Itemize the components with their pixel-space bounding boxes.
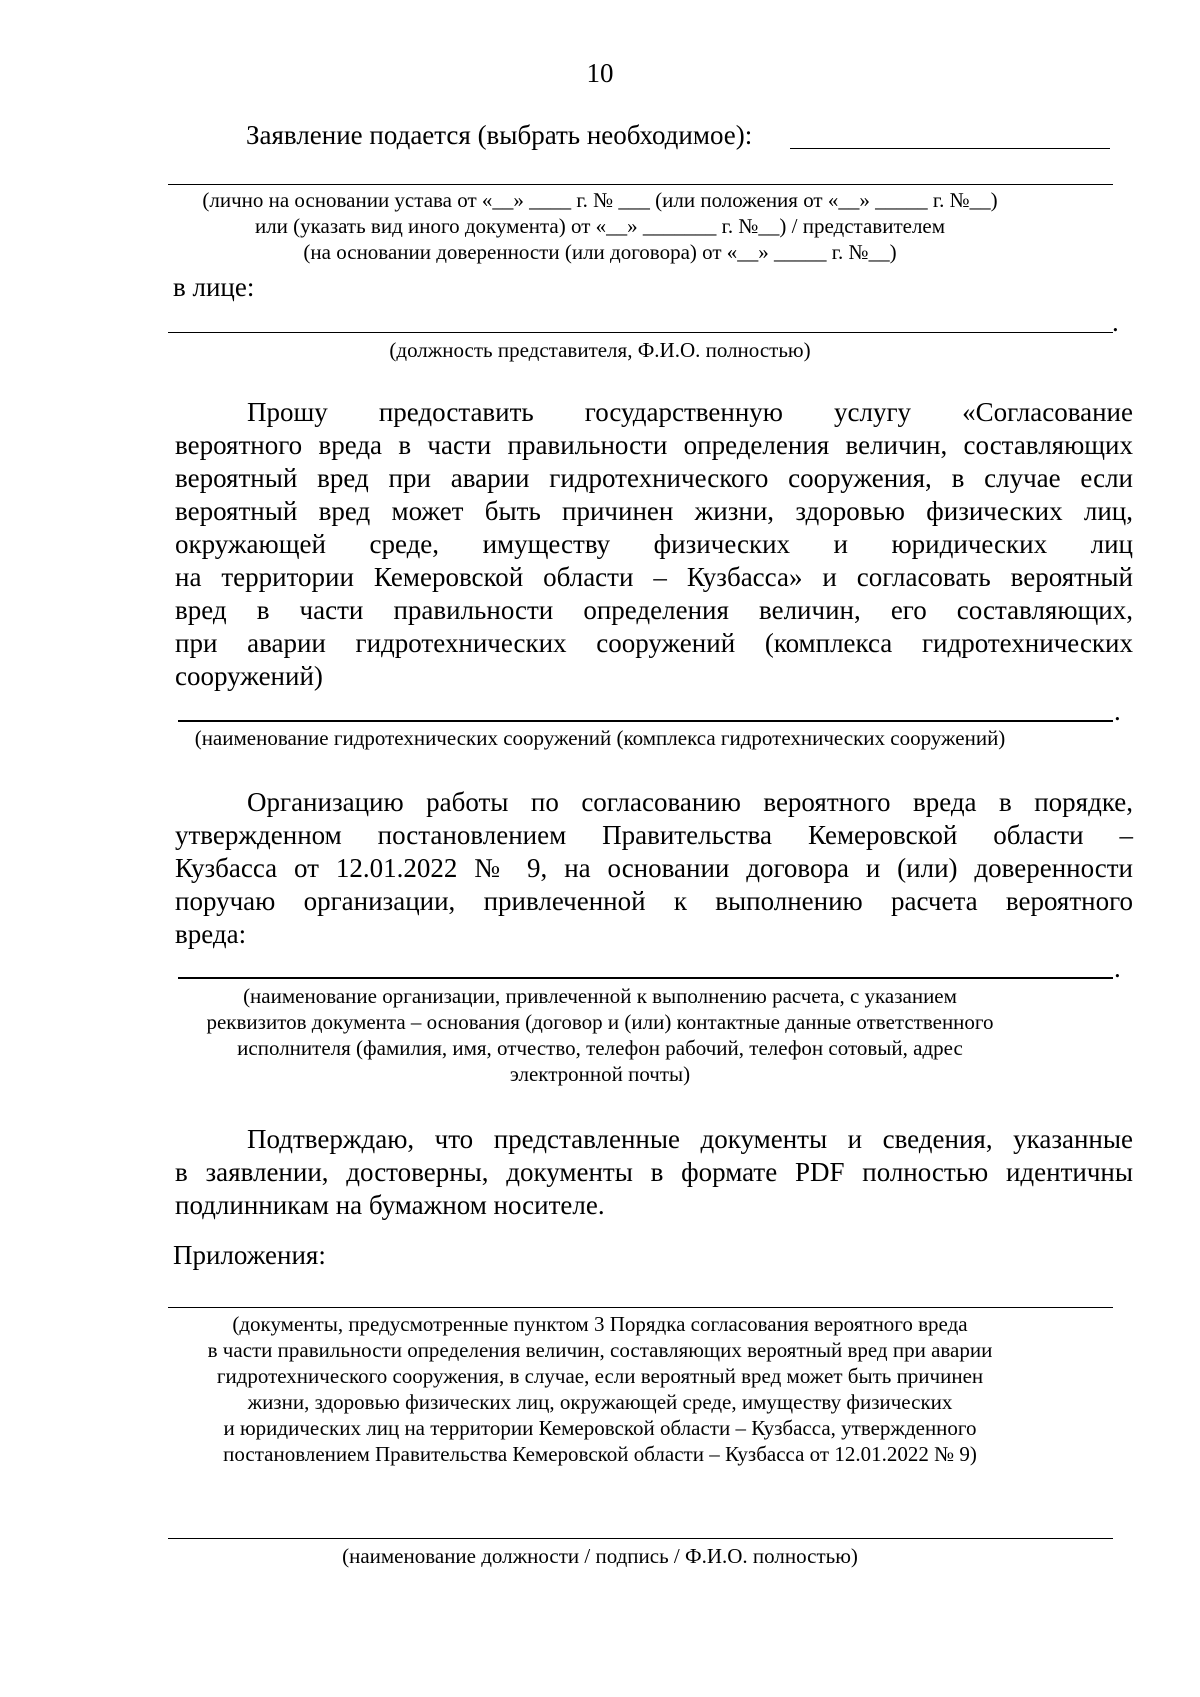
attachments-caption-line-3: гидротехнического сооружения, в случае, если вероятный вред может быть причинен <box>216 1364 984 1388</box>
request-line: вероятного вреда в части правильности определения величин, составляющих <box>175 430 1133 460</box>
signature-blank-line <box>168 1538 1113 1539</box>
organization-caption-line-1: (наименование организации, привлеченной к выполнению расчета, с указанием <box>243 984 957 1008</box>
page-number: 10 <box>586 58 614 88</box>
attachments-caption-line-5: и юридических лиц на территории Кемеровской области – Кузбасса, утвержденного <box>223 1416 977 1440</box>
request-line: при аварии гидротехнических сооружений (комплекса гидротехнических <box>175 628 1133 658</box>
organization-line: Кузбасса от 12.01.2022 № 9, на основании договора и (или) доверенности <box>175 853 1133 883</box>
organization-line: поручаю организации, привлеченной к выполнению расчета вероятного <box>175 886 1133 916</box>
basis-blank-line <box>168 184 1113 185</box>
representative-period: . <box>1112 307 1119 337</box>
structures-caption: (наименование гидротехнических сооружений (комплекса гидротехнических сооружений) <box>194 726 1006 750</box>
confirm-paragraph <box>175 1123 1133 1222</box>
structures-blank-line <box>178 720 1113 722</box>
request-paragraph <box>175 396 1133 693</box>
organization-caption-line-4: электронной почты) <box>509 1062 691 1086</box>
confirm-line: Подтверждаю, что представленные документы и сведения, указанные <box>247 1124 1133 1154</box>
request-line: сооружений) <box>175 661 323 691</box>
organization-period: . <box>1114 953 1121 983</box>
basis-caption-line-2: или (указать вид иного документа) от «__» _______ г. №__) / представителем <box>254 214 946 238</box>
organization-blank-line <box>178 977 1113 979</box>
request-line: окружающей среде, имуществу физических и юридических лиц <box>175 529 1133 559</box>
representative-blank-line <box>168 332 1113 333</box>
organization-line: Организацию работы по согласованию вероятного вреда в порядке, <box>247 787 1133 817</box>
basis-caption-line-1: (лично на основании устава от «__» ____ г. № ___ (или положения от «__» _____ г. №__) <box>202 188 998 212</box>
request-line: на территории Кемеровской области – Кузбасса» и согласовать вероятный <box>175 562 1133 592</box>
organization-caption-line-3: исполнителя (фамилия, имя, отчество, телефон рабочий, телефон сотовый, адрес <box>237 1036 963 1060</box>
submission-blank-line <box>790 148 1110 149</box>
request-line: вероятный вред может быть причинен жизни, здоровью физических лиц, <box>175 496 1133 526</box>
basis-caption-line-3: (на основании доверенности (или договора) от «__» _____ г. №__) <box>303 240 897 264</box>
organization-caption-line-2: реквизитов документа – основания (договор и (или) контактные данные ответственного <box>206 1010 994 1034</box>
request-line: вред в части правильности определения величин, его составляющих, <box>175 595 1133 625</box>
attachments-caption-line-2: в части правильности определения величин, составляющих вероятный вред при аварии <box>207 1338 993 1362</box>
attachments-caption-line-6: постановлением Правительства Кемеровской области – Кузбасса от 12.01.2022 № 9) <box>223 1442 977 1466</box>
attachments-blank-line <box>168 1307 1113 1308</box>
attachments-label: Приложения: <box>173 1240 326 1270</box>
organization-line: утвержденном постановлением Правительства Кемеровской области – <box>175 820 1133 850</box>
organization-paragraph <box>175 786 1133 951</box>
request-line: Прошу предоставить государственную услугу «Согласование <box>247 397 1133 427</box>
representative-caption: (должность представителя, Ф.И.О. полностью) <box>389 338 811 362</box>
signature-caption: (наименование должности / подпись / Ф.И.О. полностью) <box>342 1544 858 1568</box>
attachments-caption-line-1: (документы, предусмотренные пунктом 3 Порядка согласования вероятного вреда <box>232 1312 968 1336</box>
structures-period: . <box>1114 696 1121 726</box>
submission-label: Заявление подается (выбрать необходимое): <box>246 120 753 150</box>
attachments-caption-line-4: жизни, здоровью физических лиц, окружающей среде, имуществу физических <box>247 1390 953 1414</box>
confirm-line: подлинникам на бумажном носителе. <box>175 1190 605 1220</box>
confirm-line: в заявлении, достоверны, документы в формате PDF полностью идентичны <box>175 1157 1133 1187</box>
in-person-label: в лице: <box>173 272 255 302</box>
request-line: вероятный вред при аварии гидротехнического сооружения, в случае если <box>175 463 1133 493</box>
organization-line: вреда: <box>175 919 247 949</box>
